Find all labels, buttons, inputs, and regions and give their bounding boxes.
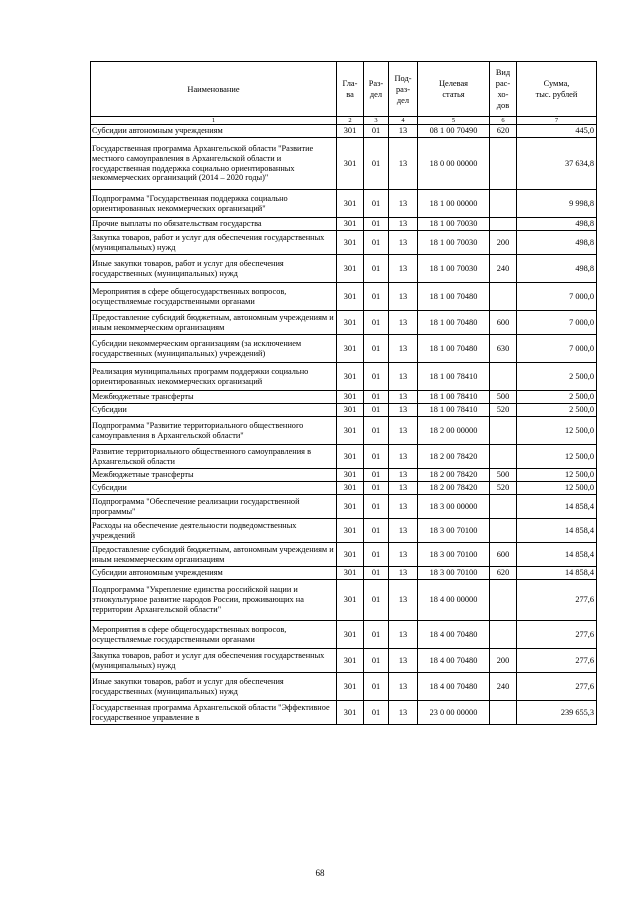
row-glava: 301 (337, 283, 364, 311)
row-name: Иные закупки товаров, работ и услуг для обеспечения государственных (муниципальных) нужд (91, 673, 337, 701)
row-celevaya-statya: 18 3 00 00000 (418, 495, 490, 519)
row-name: Закупка товаров, работ и услуг для обеспечения государственных (муниципальных) нужд (91, 231, 337, 255)
row-glava: 301 (337, 673, 364, 701)
row-name: Субсидии (91, 404, 337, 417)
row-summa: 9 998,8 (517, 190, 597, 218)
table-row (91, 404, 597, 417)
row-celevaya-statya: 18 2 00 78420 (418, 445, 490, 469)
row-vid-rashodov: 240 (490, 673, 517, 701)
row-summa: 498,8 (517, 218, 597, 231)
row-summa: 2 500,0 (517, 391, 597, 404)
table-row (91, 543, 597, 567)
column-number-row (91, 117, 597, 125)
row-name: Подпрограмма "Укрепление единства российской нации и этнокультурное развитие народов России, проживающих на территории Архангельской области" (91, 580, 337, 621)
row-podrazdel: 13 (389, 255, 418, 283)
table-row (91, 138, 597, 190)
row-summa: 12 500,0 (517, 417, 597, 445)
row-glava: 301 (337, 495, 364, 519)
table-header-row (91, 62, 597, 117)
row-celevaya-statya: 18 1 00 70480 (418, 311, 490, 335)
table-row (91, 469, 597, 482)
table-row (91, 335, 597, 363)
table-row (91, 218, 597, 231)
row-name: Межбюджетные трансферты (91, 391, 337, 404)
row-podrazdel: 13 (389, 125, 418, 138)
row-name: Подпрограмма "Развитие территориального общественного самоуправления в Архангельской области" (91, 417, 337, 445)
row-celevaya-statya: 18 4 00 70480 (418, 673, 490, 701)
header-glava: Гла- ва (337, 62, 364, 117)
table-row (91, 495, 597, 519)
row-vid-rashodov: 200 (490, 649, 517, 673)
table-row (91, 190, 597, 218)
page-number: 68 (315, 868, 325, 878)
row-name: Государственная программа Архангельской области "Развитие местного самоуправления в Архангельской области и государственная поддержка социально ориентированных некоммерческих организаций (2014 – 2020 годы)" (91, 138, 337, 190)
row-podrazdel: 13 (389, 283, 418, 311)
row-vid-rashodov (490, 621, 517, 649)
table-row (91, 649, 597, 673)
row-glava: 301 (337, 311, 364, 335)
row-vid-rashodov: 600 (490, 543, 517, 567)
row-glava: 301 (337, 701, 364, 725)
row-glava: 301 (337, 231, 364, 255)
row-name: Расходы на обеспечение деятельности подведомственных учреждений (91, 519, 337, 543)
row-vid-rashodov (490, 445, 517, 469)
column-number: 1 (91, 117, 337, 125)
row-vid-rashodov: 520 (490, 482, 517, 495)
row-glava: 301 (337, 138, 364, 190)
table-body (91, 125, 597, 725)
column-number: 3 (364, 117, 389, 125)
row-celevaya-statya: 18 1 00 70480 (418, 283, 490, 311)
row-celevaya-statya: 18 1 00 70030 (418, 218, 490, 231)
row-celevaya-statya: 18 1 00 70030 (418, 255, 490, 283)
table-row (91, 363, 597, 391)
row-vid-rashodov (490, 363, 517, 391)
row-celevaya-statya: 18 0 00 00000 (418, 138, 490, 190)
table-row (91, 673, 597, 701)
row-vid-rashodov: 600 (490, 311, 517, 335)
row-vid-rashodov: 500 (490, 469, 517, 482)
row-glava: 301 (337, 190, 364, 218)
row-celevaya-statya: 18 3 00 70100 (418, 567, 490, 580)
row-name: Подпрограмма "Обеспечение реализации государственной программы" (91, 495, 337, 519)
row-podrazdel: 13 (389, 311, 418, 335)
row-podrazdel: 13 (389, 417, 418, 445)
row-vid-rashodov: 620 (490, 567, 517, 580)
row-celevaya-statya: 18 3 00 70100 (418, 543, 490, 567)
column-number: 6 (490, 117, 517, 125)
row-name: Субсидии автономным учреждениям (91, 125, 337, 138)
row-name: Субсидии (91, 482, 337, 495)
row-vid-rashodov: 500 (490, 391, 517, 404)
table-row (91, 231, 597, 255)
row-podrazdel: 13 (389, 138, 418, 190)
row-glava: 301 (337, 404, 364, 417)
row-glava: 301 (337, 125, 364, 138)
row-glava: 301 (337, 445, 364, 469)
row-razdel: 01 (364, 673, 389, 701)
header-celevaya-statya: Целевая статья (418, 62, 490, 117)
row-glava: 301 (337, 363, 364, 391)
row-podrazdel: 13 (389, 404, 418, 417)
table-row (91, 283, 597, 311)
row-celevaya-statya: 23 0 00 00000 (418, 701, 490, 725)
row-name: Мероприятия в сфере общегосударственных вопросов, осуществляемые государственными органами (91, 283, 337, 311)
row-summa: 277,6 (517, 673, 597, 701)
row-razdel: 01 (364, 218, 389, 231)
column-number: 4 (389, 117, 418, 125)
table-row (91, 391, 597, 404)
row-podrazdel: 13 (389, 190, 418, 218)
column-number: 5 (418, 117, 490, 125)
row-razdel: 01 (364, 567, 389, 580)
table-row (91, 482, 597, 495)
row-name: Реализация муниципальных программ поддержки социально ориентированных некоммерческих организаций (91, 363, 337, 391)
row-glava: 301 (337, 580, 364, 621)
row-razdel: 01 (364, 621, 389, 649)
row-summa: 7 000,0 (517, 283, 597, 311)
row-summa: 14 858,4 (517, 543, 597, 567)
row-celevaya-statya: 18 1 00 70030 (418, 231, 490, 255)
row-razdel: 01 (364, 482, 389, 495)
row-podrazdel: 13 (389, 519, 418, 543)
table-row (91, 580, 597, 621)
row-celevaya-statya: 18 2 00 78420 (418, 469, 490, 482)
row-name: Межбюджетные трансферты (91, 469, 337, 482)
row-summa: 14 858,4 (517, 519, 597, 543)
row-podrazdel: 13 (389, 580, 418, 621)
row-celevaya-statya: 18 1 00 78410 (418, 391, 490, 404)
row-razdel: 01 (364, 445, 389, 469)
row-podrazdel: 13 (389, 673, 418, 701)
row-vid-rashodov (490, 495, 517, 519)
row-celevaya-statya: 08 1 00 70490 (418, 125, 490, 138)
row-celevaya-statya: 18 4 00 70480 (418, 621, 490, 649)
row-podrazdel: 13 (389, 482, 418, 495)
row-razdel: 01 (364, 495, 389, 519)
row-summa: 498,8 (517, 255, 597, 283)
row-razdel: 01 (364, 417, 389, 445)
table-row (91, 255, 597, 283)
row-summa: 12 500,0 (517, 445, 597, 469)
row-razdel: 01 (364, 138, 389, 190)
row-podrazdel: 13 (389, 391, 418, 404)
row-summa: 2 500,0 (517, 404, 597, 417)
row-glava: 301 (337, 621, 364, 649)
row-podrazdel: 13 (389, 469, 418, 482)
row-name: Закупка товаров, работ и услуг для обеспечения государственных (муниципальных) нужд (91, 649, 337, 673)
row-glava: 301 (337, 335, 364, 363)
row-summa: 239 655,3 (517, 701, 597, 725)
column-number: 2 (337, 117, 364, 125)
row-glava: 301 (337, 519, 364, 543)
header-razdel: Раз- дел (364, 62, 389, 117)
row-summa: 445,0 (517, 125, 597, 138)
row-razdel: 01 (364, 649, 389, 673)
row-razdel: 01 (364, 283, 389, 311)
column-number: 7 (517, 117, 597, 125)
row-razdel: 01 (364, 519, 389, 543)
table-row (91, 701, 597, 725)
row-podrazdel: 13 (389, 567, 418, 580)
table-row (91, 567, 597, 580)
row-summa: 14 858,4 (517, 567, 597, 580)
budget-table (90, 61, 597, 725)
row-glava: 301 (337, 218, 364, 231)
row-celevaya-statya: 18 1 00 70480 (418, 335, 490, 363)
row-summa: 37 634,8 (517, 138, 597, 190)
row-razdel: 01 (364, 543, 389, 567)
row-glava: 301 (337, 543, 364, 567)
row-name: Иные закупки товаров, работ и услуг для обеспечения государственных (муниципальных) нужд (91, 255, 337, 283)
row-razdel: 01 (364, 404, 389, 417)
row-celevaya-statya: 18 4 00 70480 (418, 649, 490, 673)
row-podrazdel: 13 (389, 649, 418, 673)
row-razdel: 01 (364, 255, 389, 283)
row-name: Предоставление субсидий бюджетным, автономным учреждениям и иным некоммерческим организациям (91, 543, 337, 567)
row-razdel: 01 (364, 311, 389, 335)
row-glava: 301 (337, 255, 364, 283)
row-name: Субсидии автономным учреждениям (91, 567, 337, 580)
row-celevaya-statya: 18 1 00 78410 (418, 363, 490, 391)
row-razdel: 01 (364, 125, 389, 138)
row-vid-rashodov: 630 (490, 335, 517, 363)
row-vid-rashodov (490, 138, 517, 190)
row-razdel: 01 (364, 701, 389, 725)
row-celevaya-statya: 18 2 00 78420 (418, 482, 490, 495)
header-vid-rashodov: Вид рас- хо- дов (490, 62, 517, 117)
row-celevaya-statya: 18 4 00 00000 (418, 580, 490, 621)
row-summa: 7 000,0 (517, 311, 597, 335)
row-vid-rashodov: 200 (490, 231, 517, 255)
row-vid-rashodov (490, 283, 517, 311)
table-row (91, 519, 597, 543)
table-row (91, 417, 597, 445)
row-podrazdel: 13 (389, 701, 418, 725)
header-summa: Сумма, тыс. рублей (517, 62, 597, 117)
table-row (91, 125, 597, 138)
row-name: Прочие выплаты по обязательствам государства (91, 218, 337, 231)
row-glava: 301 (337, 469, 364, 482)
row-glava: 301 (337, 649, 364, 673)
row-celevaya-statya: 18 1 00 78410 (418, 404, 490, 417)
row-celevaya-statya: 18 1 00 00000 (418, 190, 490, 218)
row-razdel: 01 (364, 190, 389, 218)
row-vid-rashodov (490, 519, 517, 543)
header-podrazdel: Под- раз- дел (389, 62, 418, 117)
row-name: Подпрограмма "Государственная поддержка социально ориентированных некоммерческих организаций" (91, 190, 337, 218)
row-glava: 301 (337, 567, 364, 580)
row-celevaya-statya: 18 3 00 70100 (418, 519, 490, 543)
row-summa: 277,6 (517, 580, 597, 621)
row-name: Субсидии некоммерческим организациям (за исключением государственных (муниципальных) учреждений) (91, 335, 337, 363)
table-row (91, 445, 597, 469)
row-podrazdel: 13 (389, 335, 418, 363)
row-razdel: 01 (364, 363, 389, 391)
row-podrazdel: 13 (389, 495, 418, 519)
row-summa: 12 500,0 (517, 469, 597, 482)
row-podrazdel: 13 (389, 218, 418, 231)
row-summa: 7 000,0 (517, 335, 597, 363)
table-row (91, 311, 597, 335)
row-razdel: 01 (364, 391, 389, 404)
row-vid-rashodov: 620 (490, 125, 517, 138)
row-name: Мероприятия в сфере общегосударственных вопросов, осуществляемые государственными органами (91, 621, 337, 649)
row-razdel: 01 (364, 335, 389, 363)
row-razdel: 01 (364, 580, 389, 621)
row-podrazdel: 13 (389, 231, 418, 255)
header-name: Наименование (91, 62, 337, 117)
row-vid-rashodov (490, 417, 517, 445)
row-vid-rashodov: 520 (490, 404, 517, 417)
table-row (91, 621, 597, 649)
row-vid-rashodov (490, 580, 517, 621)
row-vid-rashodov (490, 701, 517, 725)
row-podrazdel: 13 (389, 621, 418, 649)
row-glava: 301 (337, 482, 364, 495)
row-glava: 301 (337, 391, 364, 404)
row-razdel: 01 (364, 469, 389, 482)
row-vid-rashodov: 240 (490, 255, 517, 283)
row-podrazdel: 13 (389, 445, 418, 469)
row-name: Развитие территориального общественного самоуправления в Архангельской области (91, 445, 337, 469)
row-summa: 498,8 (517, 231, 597, 255)
row-name: Предоставление субсидий бюджетным, автономным учреждениям и иным некоммерческим организациям (91, 311, 337, 335)
row-vid-rashodov (490, 218, 517, 231)
row-celevaya-statya: 18 2 00 00000 (418, 417, 490, 445)
row-name: Государственная программа Архангельской области "Эффективное государственное управление в (91, 701, 337, 725)
row-summa: 12 500,0 (517, 482, 597, 495)
row-glava: 301 (337, 417, 364, 445)
row-podrazdel: 13 (389, 363, 418, 391)
row-summa: 14 858,4 (517, 495, 597, 519)
row-podrazdel: 13 (389, 543, 418, 567)
row-razdel: 01 (364, 231, 389, 255)
row-vid-rashodov (490, 190, 517, 218)
row-summa: 277,6 (517, 621, 597, 649)
row-summa: 277,6 (517, 649, 597, 673)
row-summa: 2 500,0 (517, 363, 597, 391)
